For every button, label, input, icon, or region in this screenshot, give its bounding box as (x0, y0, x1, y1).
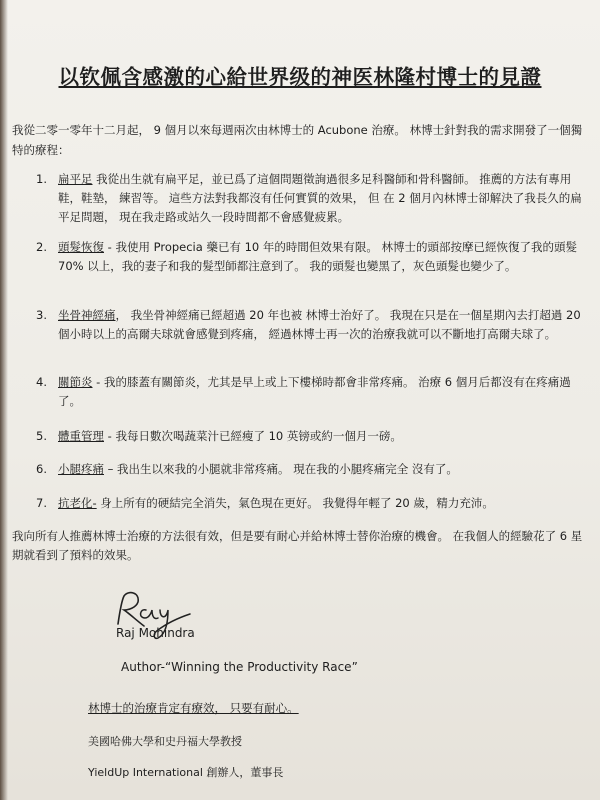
item-text: 身上所有的硬結完全消失，氣色現在更好。 我覺得年輕了 20 歲，精力充沛。 (96, 496, 494, 510)
item-heading: 頭髮恢復 (58, 240, 104, 254)
signature-author: Author-“Winning the Productivity Race” (121, 660, 358, 674)
list-item (36, 306, 586, 344)
list-item (36, 170, 586, 227)
handwritten-note-2: 美國哈佛大學和史丹福大學教授 (88, 735, 242, 748)
item-heading: 小腿疼痛 (58, 462, 104, 476)
item-text: - 我每日數次喝蔬菜汁已經瘦了 10 英镑或約一個月一磅。 (104, 429, 402, 443)
list-item (36, 373, 586, 411)
item-heading: 抗老化- (58, 496, 97, 510)
item-heading: 坐骨神經痛 (58, 308, 116, 322)
handwritten-note-1: 林博士的治療肯定有療效， 只要有耐心。 (88, 701, 299, 715)
intro-paragraph: 我從二零一零年十二月起， 9 個月以來每週兩次由林博士的 Acubone 治療。 林博士針對我的需求開發了一個獨特的療程： (12, 123, 583, 157)
item-number: 6. (36, 462, 47, 476)
item-heading: 體重管理 (58, 429, 104, 443)
list-item (36, 427, 586, 446)
handwritten-note-3: YieldUp International 創辦人，董事長 (88, 766, 284, 779)
item-number: 7. (36, 496, 47, 510)
item-number: 3. (36, 308, 47, 322)
item-text: - 我的膝蓋有關節炎，尤其是早上或上下樓梯時都會非常疼痛。 治療 6 個月后都沒有在疼痛過了。 (58, 375, 571, 408)
closing-paragraph: 我向所有人推薦林博士治療的方法很有效，但是要有耐心并給林博士替你治療的機會。 在我個人的經驗花了 6 星期就看到了預料的效果。 (12, 529, 583, 562)
list-item (36, 460, 586, 479)
item-text: – 我出生以來我的小腿就非常疼痛。 現在我的小腿疼痛完全 沒有了。 (104, 462, 458, 476)
item-number: 4. (36, 375, 47, 389)
page-shadow (0, 0, 8, 800)
list-item (36, 238, 586, 276)
item-heading: 扁平足 (58, 172, 93, 186)
item-number: 2. (36, 240, 47, 254)
item-number: 5. (36, 429, 47, 443)
item-text: 我從出生就有扁平足，並已爲了這個問題徵詢過很多足科醫師和骨科醫師。 推薦的方法有專用鞋，鞋墊， 練習等。 這些方法對我都沒有任何實質的效果， 但 在 2 個月內林博士卻解決了我長久的扁平足問題， 現在我走路或站久一段時間都不會感覺疲累。 (58, 172, 582, 224)
list-item (36, 494, 586, 513)
item-heading: 關節炎 (58, 375, 93, 389)
item-number: 1. (36, 172, 47, 186)
item-text: - 我使用 Propecia 藥已有 10 年的時間但效果有限。 林博士的頭部按摩已經恢復了我的頭髮 70% 以上，我的妻子和我的髮型師都注意到了。 我的頭髮也變黑了，灰色頭髮也變少了。 (58, 240, 578, 273)
page-title: 以钦佩含感激的心給世界级的神医林隆村博士的見證 (58, 65, 542, 89)
item-text: ， 我坐骨神經痛已經超過 20 年也被 林博士治好了。 我現在只是在一個星期內去打超過 20 個小時以上的高爾夫球就會感覺到疼痛， 經過林博士再一次的治療我就可以不斷地打高爾夫球了。 (58, 308, 581, 341)
signature-name: Raj Mohindra (116, 626, 195, 640)
